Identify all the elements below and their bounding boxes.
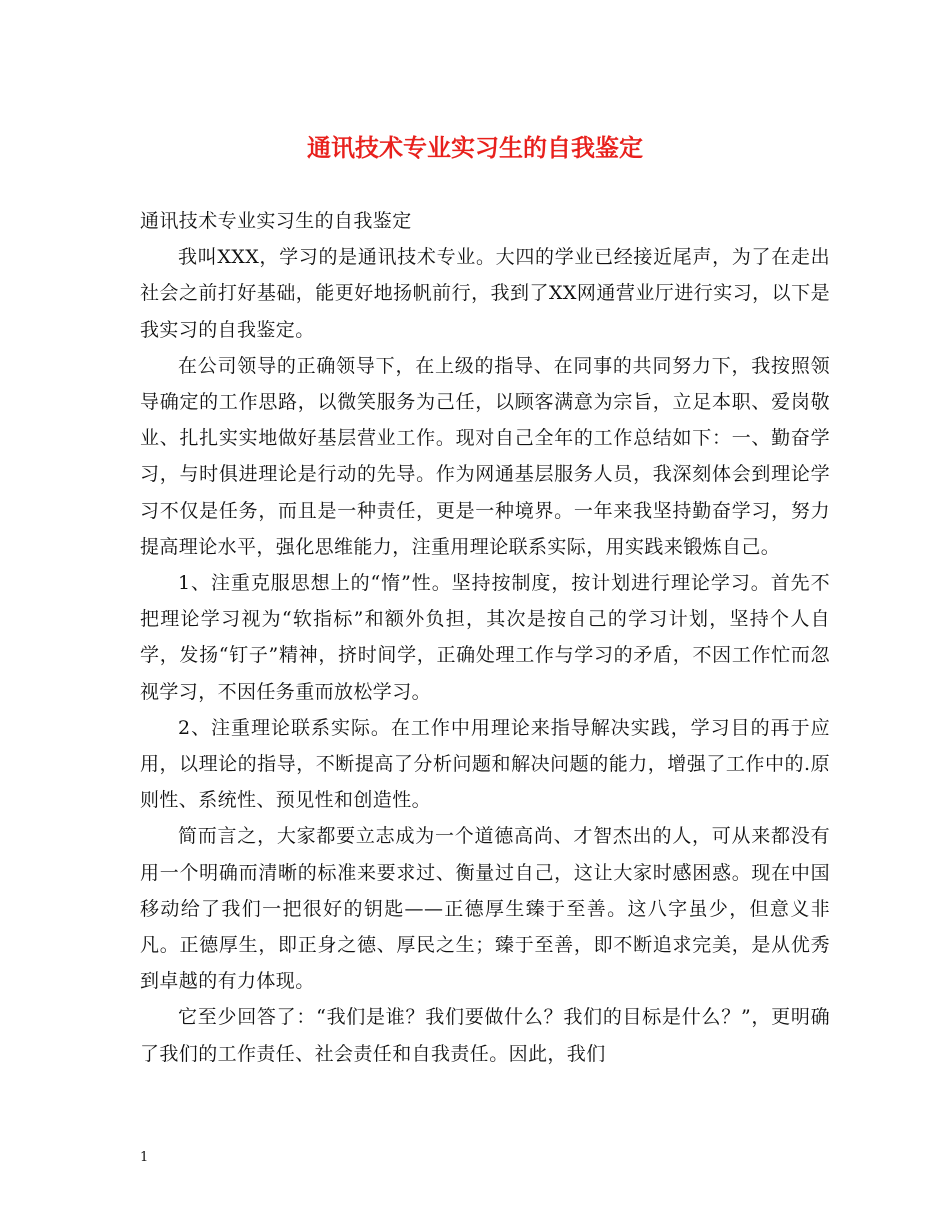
body-paragraph-2: 在公司领导的正确领导下，在上级的指导、在同事的共同努力下，我按照领导确定的工作思路，以微笑服务为己任，以顾客满意为宗旨，立足本职、爱岗敬业、扎扎实实地做好基层营业工作。现对自己全年的工作总结如下：一、勤奋学习，与时俱进理论是行动的先导。作为网通基层服务人员，我深刻体会到理论学习不仅是任务，而且是一种责任，更是一种境界。一年来我坚持勤奋学习，努力提高理论水平，强化思维能力，注重用理论联系实际，用实践来锻炼自己。 [140, 354, 830, 558]
document-title: 通讯技术专业实习生的自我鉴定 [307, 133, 643, 162]
document-body [140, 203, 830, 1072]
body-paragraph-0: 通讯技术专业实习生的自我鉴定 [140, 210, 412, 232]
body-paragraph-3: 1、注重克服思想上的“惰”性。坚持按制度，按计划进行理论学习。首先不把理论学习视为“软指标”和额外负担，其次是按自己的学习计划，坚持个人自学，发扬“钉子”精神，挤时间学，正确处理工作与学习的矛盾，不因工作忙而忽视学习，不因任务重而放松学习。 [140, 572, 830, 703]
page-number: 1 [140, 1150, 149, 1165]
body-paragraph-1: 我叫XXX，学习的是通讯技术专业。大四的学业已经接近尾声，为了在走出社会之前打好基础，能更好地扬帆前行，我到了XX网通营业厅进行实习，以下是我实习的自我鉴定。 [140, 246, 830, 341]
body-paragraph-5: 简而言之，大家都要立志成为一个道德高尚、才智杰出的人，可从来都没有用一个明确而清晰的标准来要求过、衡量过自己，这让大家时感困惑。现在中国移动给了我们一把很好的钥匙——正德厚生臻于至善。这八字虽少，但意义非凡。正德厚生，即正身之德、厚民之生；臻于至善，即不断追求完美，是从优秀到卓越的有力体现。 [140, 825, 830, 993]
body-paragraph-4: 2、注重理论联系实际。在工作中用理论来指导解决实践，学习目的再于应用，以理论的指导，不断提高了分析问题和解决问题的能力，增强了工作中的.原则性、系统性、预见性和创造性。 [140, 716, 830, 812]
body-paragraph-6: 它至少回答了：“我们是谁？我们要做什么？我们的目标是什么？”，更明确了我们的工作责任、社会责任和自我责任。因此，我们 [140, 1006, 830, 1065]
